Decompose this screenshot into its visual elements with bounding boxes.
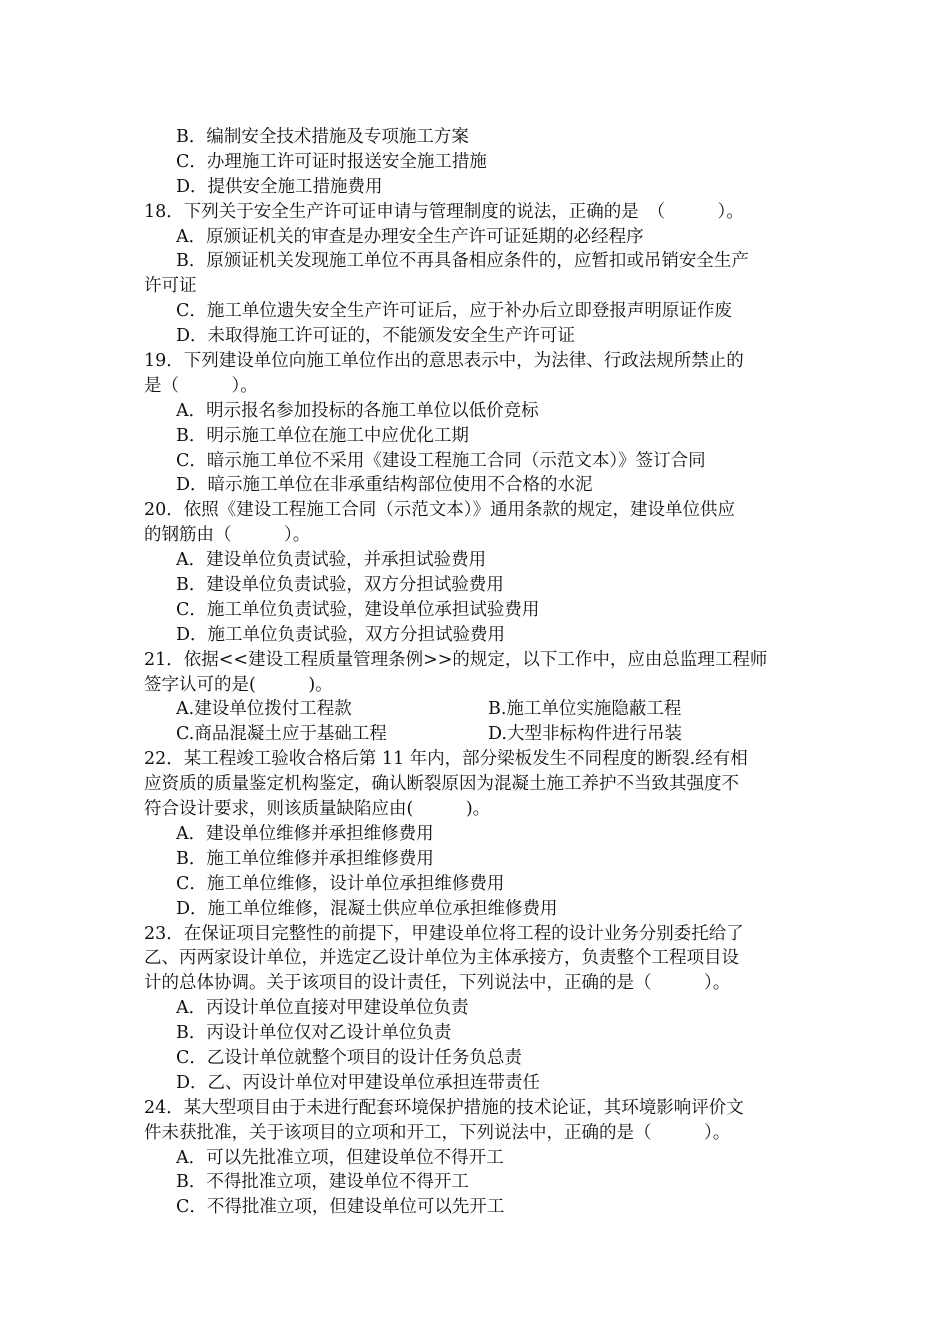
option-line: D．施工单位维修，混凝土供应单位承担维修费用	[176, 898, 558, 919]
option-line: A．原颁证机关的审查是办理安全生产许可证延期的必经程序	[176, 226, 644, 247]
question-stem: 19．下列建设单位向施工单位作出的意思表示中，为法律、行政法规所禁止的	[144, 351, 744, 372]
question-stem: 的钢筋由（ ）。	[144, 525, 311, 546]
question-stem: 符合设计要求，则该质量缺陷应由( )。	[144, 799, 491, 820]
option-d: D.大型非标构件进行吊装	[488, 724, 682, 745]
question-stem: 件未获批准，关于该项目的立项和开工，下列说法中，正确的是（ ）。	[144, 1122, 731, 1143]
option-line: C．施工单位负责试验，建设单位承担试验费用	[176, 599, 540, 620]
option-line: C．乙设计单位就整个项目的设计任务负总责	[176, 1047, 522, 1068]
option-line: A．明示报名参加投标的各施工单位以低价竞标	[176, 400, 539, 421]
question-24	[144, 1096, 800, 1220]
option-continuation: 许可证	[144, 276, 197, 297]
option-line: D．未取得施工许可证的，不能颁发安全生产许可证	[176, 326, 576, 347]
option-line: B．明示施工单位在施工中应优化工期	[176, 425, 469, 446]
option-line: C．施工单位维修，设计单位承担维修费用	[176, 873, 505, 894]
question-stem: 计的总体协调。关于该项目的设计责任，下列说法中，正确的是（ ）。	[144, 973, 731, 994]
option-line: A．丙设计单位直接对甲建设单位负责	[176, 998, 469, 1019]
question-stem: 23．在保证项目完整性的前提下，甲建设单位将工程的设计业务分别委托给了	[144, 923, 744, 944]
question-stem: 应资质的质量鉴定机构鉴定，确认断裂原因为混凝土施工养护不当致其强度不	[144, 774, 739, 795]
option-line: C．施工单位遗失安全生产许可证后，应于补办后立即登报声明原证作废	[176, 301, 732, 322]
option-line: B．丙设计单位仅对乙设计单位负责	[176, 1023, 452, 1044]
option-line: A．建设单位维修并承担维修费用	[176, 823, 434, 844]
option-a: A.建设单位拨付工程款	[176, 699, 352, 720]
option-row	[144, 697, 800, 722]
exam-content	[144, 125, 800, 1220]
question-21	[144, 648, 800, 748]
question-stem: 22．某工程竣工验收合格后第 11 年内，部分梁板发生不同程度的断裂.经有相	[144, 749, 748, 770]
option-row	[144, 722, 800, 747]
question-stem: 乙、丙两家设计单位，并选定乙设计单位为主体承接方，负责整个工程项目设	[144, 948, 739, 969]
option-line: B．原颁证机关发现施工单位不再具备相应条件的，应暂扣或吊销安全生产	[176, 251, 749, 272]
option-line: A．可以先批准立项，但建设单位不得开工	[176, 1147, 504, 1168]
question-23	[144, 922, 800, 1096]
option-line: B．施工单位维修并承担维修费用	[176, 848, 434, 869]
option-b: B.施工单位实施隐蔽工程	[488, 699, 682, 720]
option-line: C．不得批准立项，但建设单位可以先开工	[176, 1197, 505, 1218]
question-22	[144, 747, 800, 921]
question-stem: 是（ ）。	[144, 375, 258, 396]
option-line: B．编制安全技术措施及专项施工方案	[176, 127, 469, 147]
option-line: C．办理施工许可证时报送安全施工措施	[176, 151, 487, 172]
question-stem: 18．下列关于安全生产许可证申请与管理制度的说法，正确的是 （ ）。	[144, 201, 744, 222]
option-line: B．建设单位负责试验，双方分担试验费用	[176, 575, 504, 596]
option-line: D．施工单位负责试验，双方分担试验费用	[176, 624, 506, 645]
option-c: C.商品混凝土应于基础工程	[176, 724, 387, 745]
option-line: D．提供安全施工措施费用	[176, 176, 383, 197]
question-stem: 24．某大型项目由于未进行配套环境保护措施的技术论证，其环境影响评价文	[144, 1097, 744, 1118]
question-stem: 签字认可的是( )。	[144, 674, 333, 695]
option-line: C．暗示施工单位不采用《建设工程施工合同（示范文本）》签订合同	[176, 450, 706, 471]
option-line: D．暗示施工单位在非承重结构部位使用不合格的水泥	[176, 475, 593, 496]
option-line: A．建设单位负责试验，并承担试验费用	[176, 550, 487, 571]
question-19	[144, 349, 800, 498]
question-18	[144, 200, 800, 349]
option-line: D．乙、丙设计单位对甲建设单位承担连带责任	[176, 1072, 541, 1093]
option-line: B．不得批准立项，建设单位不得开工	[176, 1172, 469, 1193]
question-20	[144, 498, 800, 647]
question-stem: 20．依照《建设工程施工合同（示范文本）》通用条款的规定，建设单位供应	[144, 500, 736, 521]
question-stem: 21．依据<<建设工程质量管理条例>>的规定，以下工作中，应由总监理工程师	[144, 649, 768, 670]
